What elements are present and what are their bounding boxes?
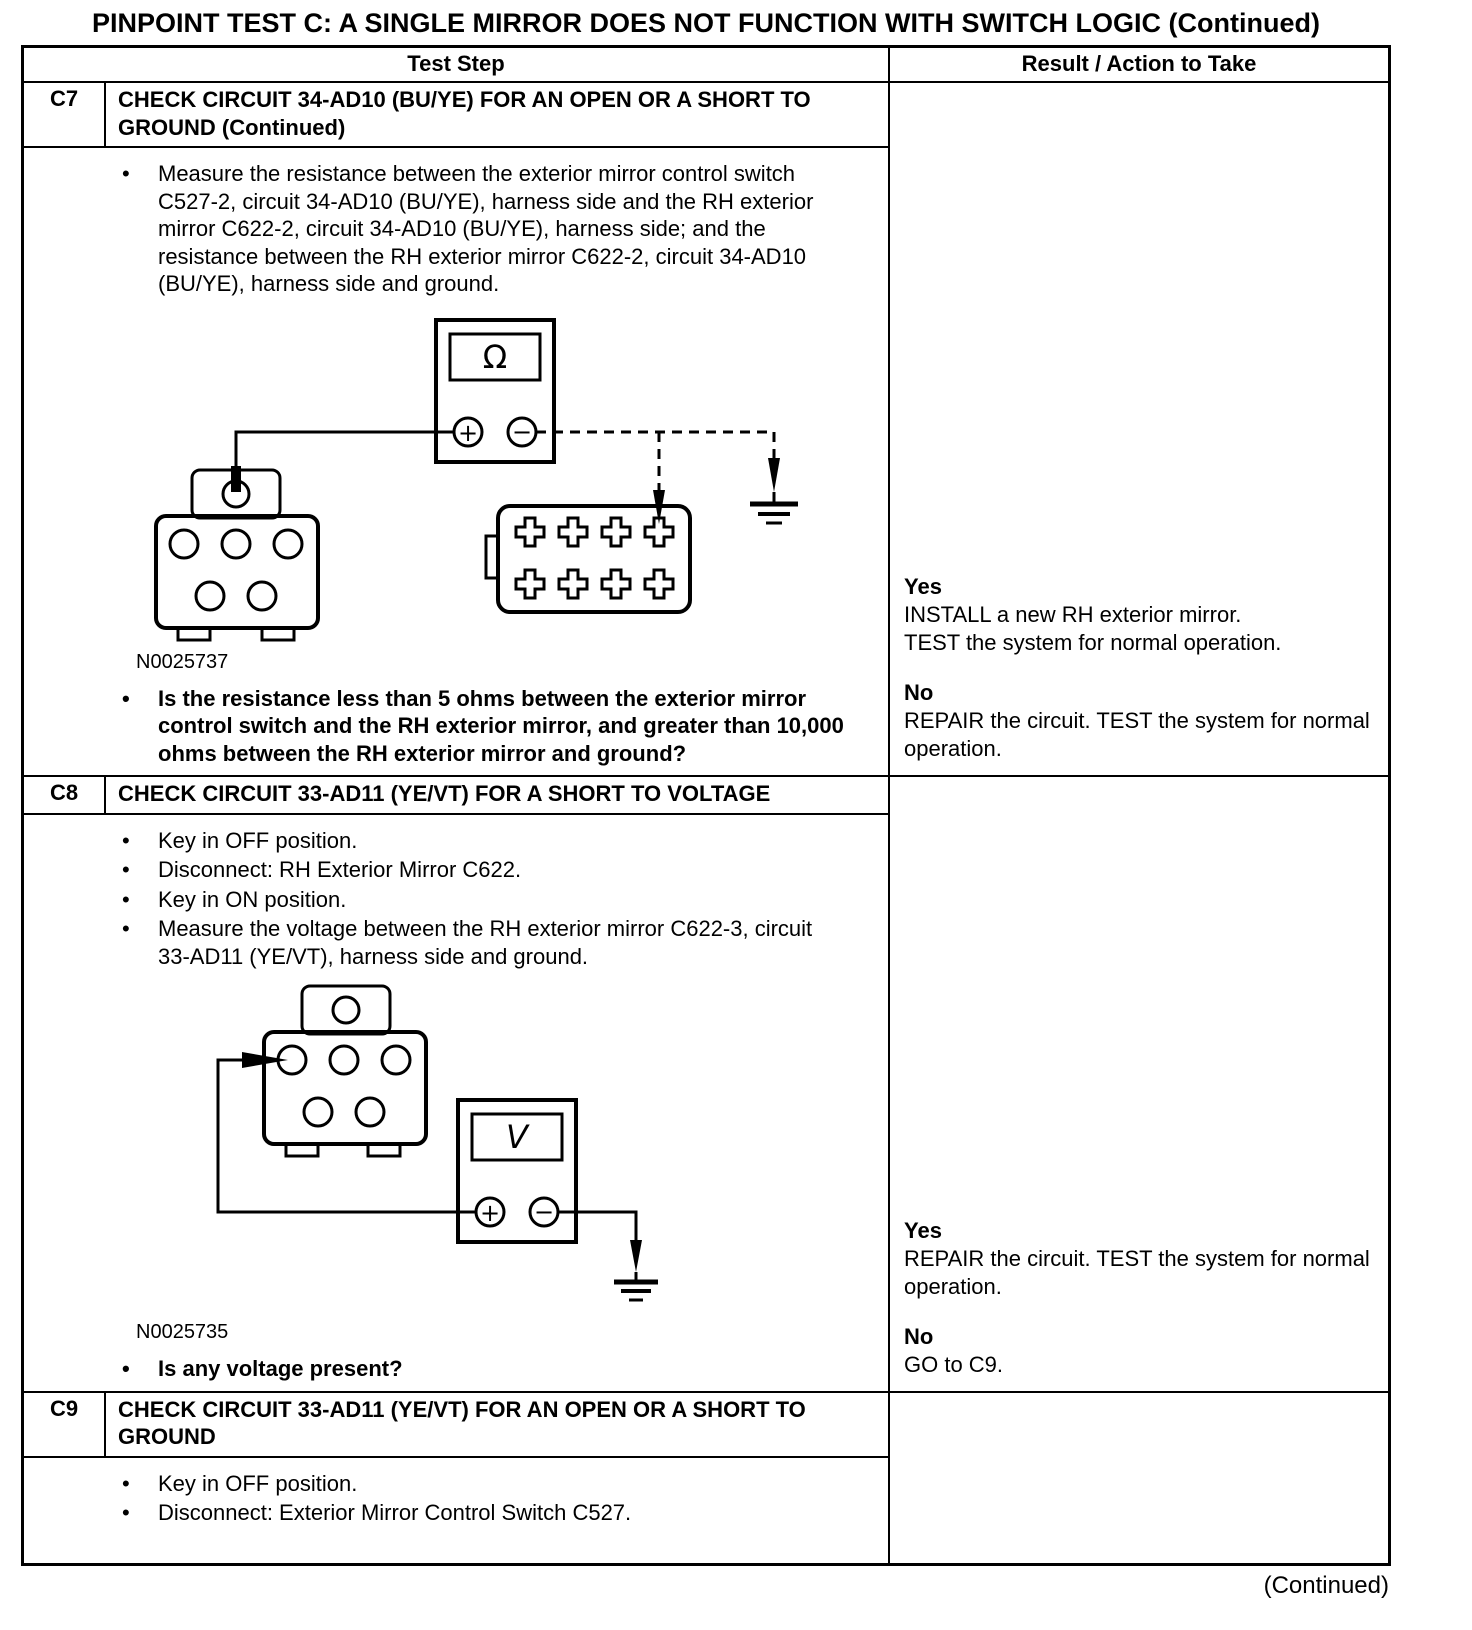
step-id-c9: C9 [24,1393,106,1456]
test-question: • Is any voltage present? [122,1355,882,1383]
step-body-c7 [24,148,888,775]
test-instruction: • Key in OFF position. [122,827,882,855]
test-step-cell-c8 [24,777,890,1391]
test-instruction: • Key in OFF position. [122,1470,882,1498]
bullet-icon [122,160,158,298]
result-no: No REPAIR the circuit. TEST the system for normal operation. [904,680,1370,762]
figure-c7 [136,310,882,675]
bullet-icon [122,685,158,768]
bullet-icon [122,915,158,970]
probe-icon [768,458,780,492]
test-row-c9 [24,1393,1388,1563]
test-lead-negative [536,432,780,524]
test-instruction: • Disconnect: RH Exterior Mirror C622. [122,856,882,884]
bullet-icon [122,827,158,855]
switch-connector-icon [486,506,690,612]
step-id-c8: C8 [24,777,106,813]
page-title: PINPOINT TEST C: A SINGLE MIRROR DOES NOT FUNCTION WITH SWITCH LOGIC (Continued) [92,8,1320,38]
pinpoint-test-table [21,45,1391,1566]
volt-symbol: V [506,1118,528,1157]
step-body-c8 [24,815,888,1391]
step-heading-row-c7 [24,83,888,148]
column-header-result: Result / Action to Take [1021,51,1257,77]
bullet-icon [122,1499,158,1527]
result-cell-c8 [890,777,1388,1391]
step-heading-c7: CHECK CIRCUIT 34-AD10 (BU/YE) FOR AN OPEN OR A SHORT TO GROUND (Continued) [118,87,811,140]
test-question: • Is the resistance less than 5 ohms between the exterior mirror control switch and the RH exterior mirror, and greater than 10,000 ohms between the RH exterior mirror and ground? [122,685,882,768]
figure-label: N0025737 [136,650,229,673]
result-no: No GO to C9. [904,1323,1004,1377]
test-instruction: • Disconnect: Exterior Mirror Control Switch C527. [122,1499,882,1527]
test-row-c7 [24,83,1388,777]
mirror-connector-icon [156,470,318,640]
bullet-icon [122,1470,158,1498]
table-header-row [24,48,1388,83]
result-yes: Yes INSTALL a new RH exterior mirror. TEST the system for normal operation. [904,574,1282,656]
voltmeter-icon [458,1100,576,1242]
svg-text:+: + [457,418,479,447]
bullet-icon [122,1355,158,1383]
result-cell-c7 [890,83,1388,775]
test-instruction: • Measure the resistance between the exterior mirror control switch C527-2, circuit 34-AD10 (BU/YE), harness side and the RH exterior mirror C622-2, circuit 34-AD10 (BU/YE), harness side; and the resistance between the RH exterior mirror C622-2, circuit 34-AD10 (BU/YE), harness side and ground. [122,160,882,298]
svg-text:−: − [533,1198,555,1227]
c7-wiring-diagram [136,310,816,642]
test-instruction: • Measure the voltage between the RH exterior mirror C622-3, circuit 33-AD11 (YE/VT), harness side and ground. [122,915,882,970]
figure-c8 [136,982,882,1345]
step-id-c7: C7 [24,83,106,146]
bullet-icon [122,886,158,914]
test-row-c8 [24,777,1388,1393]
test-instruction: • Key in ON position. [122,886,882,914]
test-lead-positive [218,1052,476,1212]
step-body-c9 [24,1458,888,1563]
result-cell-c9 [890,1393,1388,1563]
test-lead-positive [231,432,454,492]
column-header-test-step: Test Step [24,48,890,81]
bullet-icon [122,856,158,884]
ohm-symbol: Ω [482,337,508,376]
step-heading-c9: CHECK CIRCUIT 33-AD11 (YE/VT) FOR AN OPEN OR A SHORT TO GROUND [118,1396,806,1450]
test-step-cell-c7 [24,83,890,775]
step-heading-row-c8 [24,777,888,815]
probe-icon [630,1240,642,1272]
footer-continued: (Continued) [1263,1571,1389,1599]
c8-wiring-diagram [206,982,766,1312]
ohmmeter-icon [436,320,554,462]
mirror-connector-icon [264,986,426,1156]
test-step-cell-c9 [24,1393,890,1563]
svg-text:+: + [479,1199,501,1228]
step-heading-c8: CHECK CIRCUIT 33-AD11 (YE/VT) FOR A SHORT TO VOLTAGE [118,781,771,807]
ground-symbol-icon [750,492,798,523]
result-yes: Yes REPAIR the circuit. TEST the system for normal operation. [904,1217,1370,1299]
svg-text:−: − [511,417,533,446]
ground-symbol-icon [614,1272,658,1300]
figure-label: N0025735 [136,1321,229,1344]
step-heading-row-c9 [24,1393,888,1458]
